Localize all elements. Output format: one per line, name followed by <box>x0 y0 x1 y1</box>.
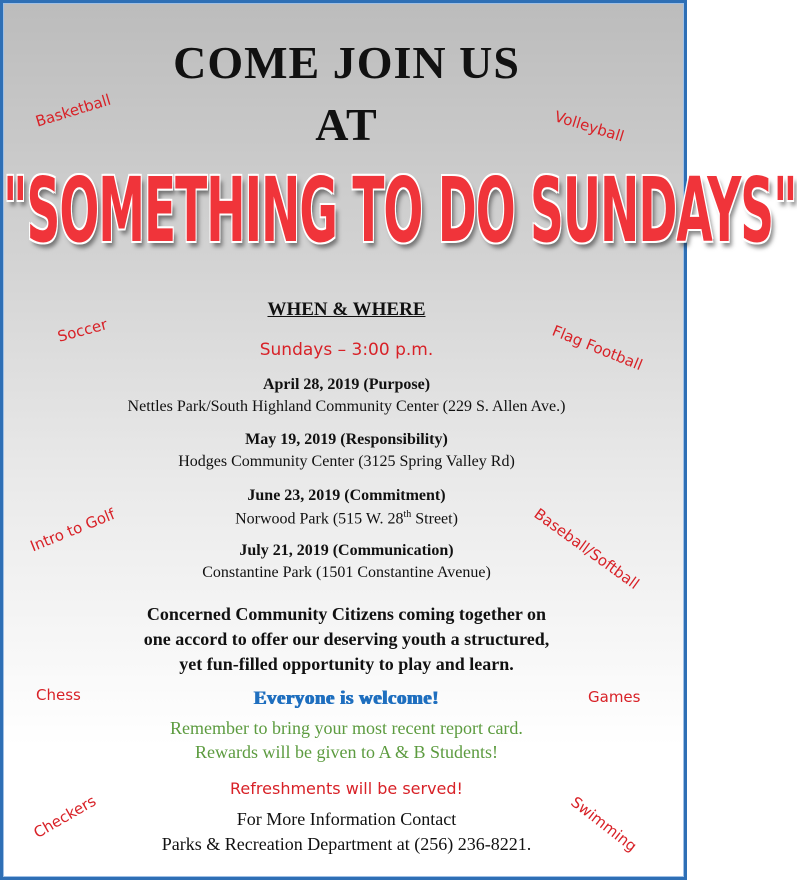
sport-soccer: Soccer <box>55 315 110 346</box>
contact-line-2: Parks & Recreation Department at (256) 236-8221. <box>161 834 532 854</box>
sport-intro-to-golf: Intro to Golf <box>27 505 118 556</box>
sport-games: Games <box>588 688 641 706</box>
refreshments-text: Refreshments will be served! <box>230 779 463 798</box>
event-place-2: Hodges Community Center (3125 Spring Valley Rd) <box>178 453 515 470</box>
event-date-2: May 19, 2019 (Responsibility) <box>245 431 448 448</box>
when-where-heading: WHEN & WHERE <box>267 299 426 320</box>
event-place-3-sup: th <box>403 509 412 520</box>
event-place-3-prefix: Norwood Park (515 W. 28 <box>235 510 404 528</box>
reminder-line-2: Rewards will be given to A & B Students! <box>195 742 498 762</box>
mission-line-1: Concerned Community Citizens coming together on <box>146 604 547 624</box>
event-title-banner: "SOMETHING TO DO SUNDAYS" <box>3 159 797 264</box>
heading-come-join-us: COME JOIN US <box>173 37 520 88</box>
mission-line-2: one accord to offer our deserving youth a structured, <box>143 629 550 649</box>
welcome-text: Everyone is welcome! <box>253 688 440 709</box>
event-time: Sundays – 3:00 p.m. <box>259 340 434 360</box>
heading-at: AT <box>315 99 378 150</box>
event-place-3-suffix: Street) <box>411 510 458 528</box>
sport-basketball: Basketball <box>33 90 113 131</box>
sport-baseball-softball: Baseball/Softball <box>530 504 643 593</box>
event-date-1: April 28, 2019 (Purpose) <box>262 376 431 393</box>
event-date-3: June 23, 2019 (Commitment) <box>247 487 446 504</box>
sport-checkers: Checkers <box>30 791 100 842</box>
mission-line-3: yet fun-filled opportunity to play and learn. <box>179 654 514 674</box>
sport-chess: Chess <box>36 686 81 704</box>
event-place-4: Constantine Park (1501 Constantine Avenue) <box>202 564 491 581</box>
reminder-line-1: Remember to bring your most recent report card. <box>170 718 523 738</box>
contact-line-1: For More Information Contact <box>236 809 457 829</box>
sport-flag-football: Flag Football <box>549 321 646 375</box>
event-place-1: Nettles Park/South Highland Community Center (229 S. Allen Ave.) <box>127 398 566 415</box>
sport-volleyball: Volleyball <box>552 107 627 146</box>
sport-swimming: Swimming <box>567 792 641 856</box>
event-place-3 <box>3 509 690 528</box>
event-date-4: July 21, 2019 (Communication) <box>239 542 454 559</box>
